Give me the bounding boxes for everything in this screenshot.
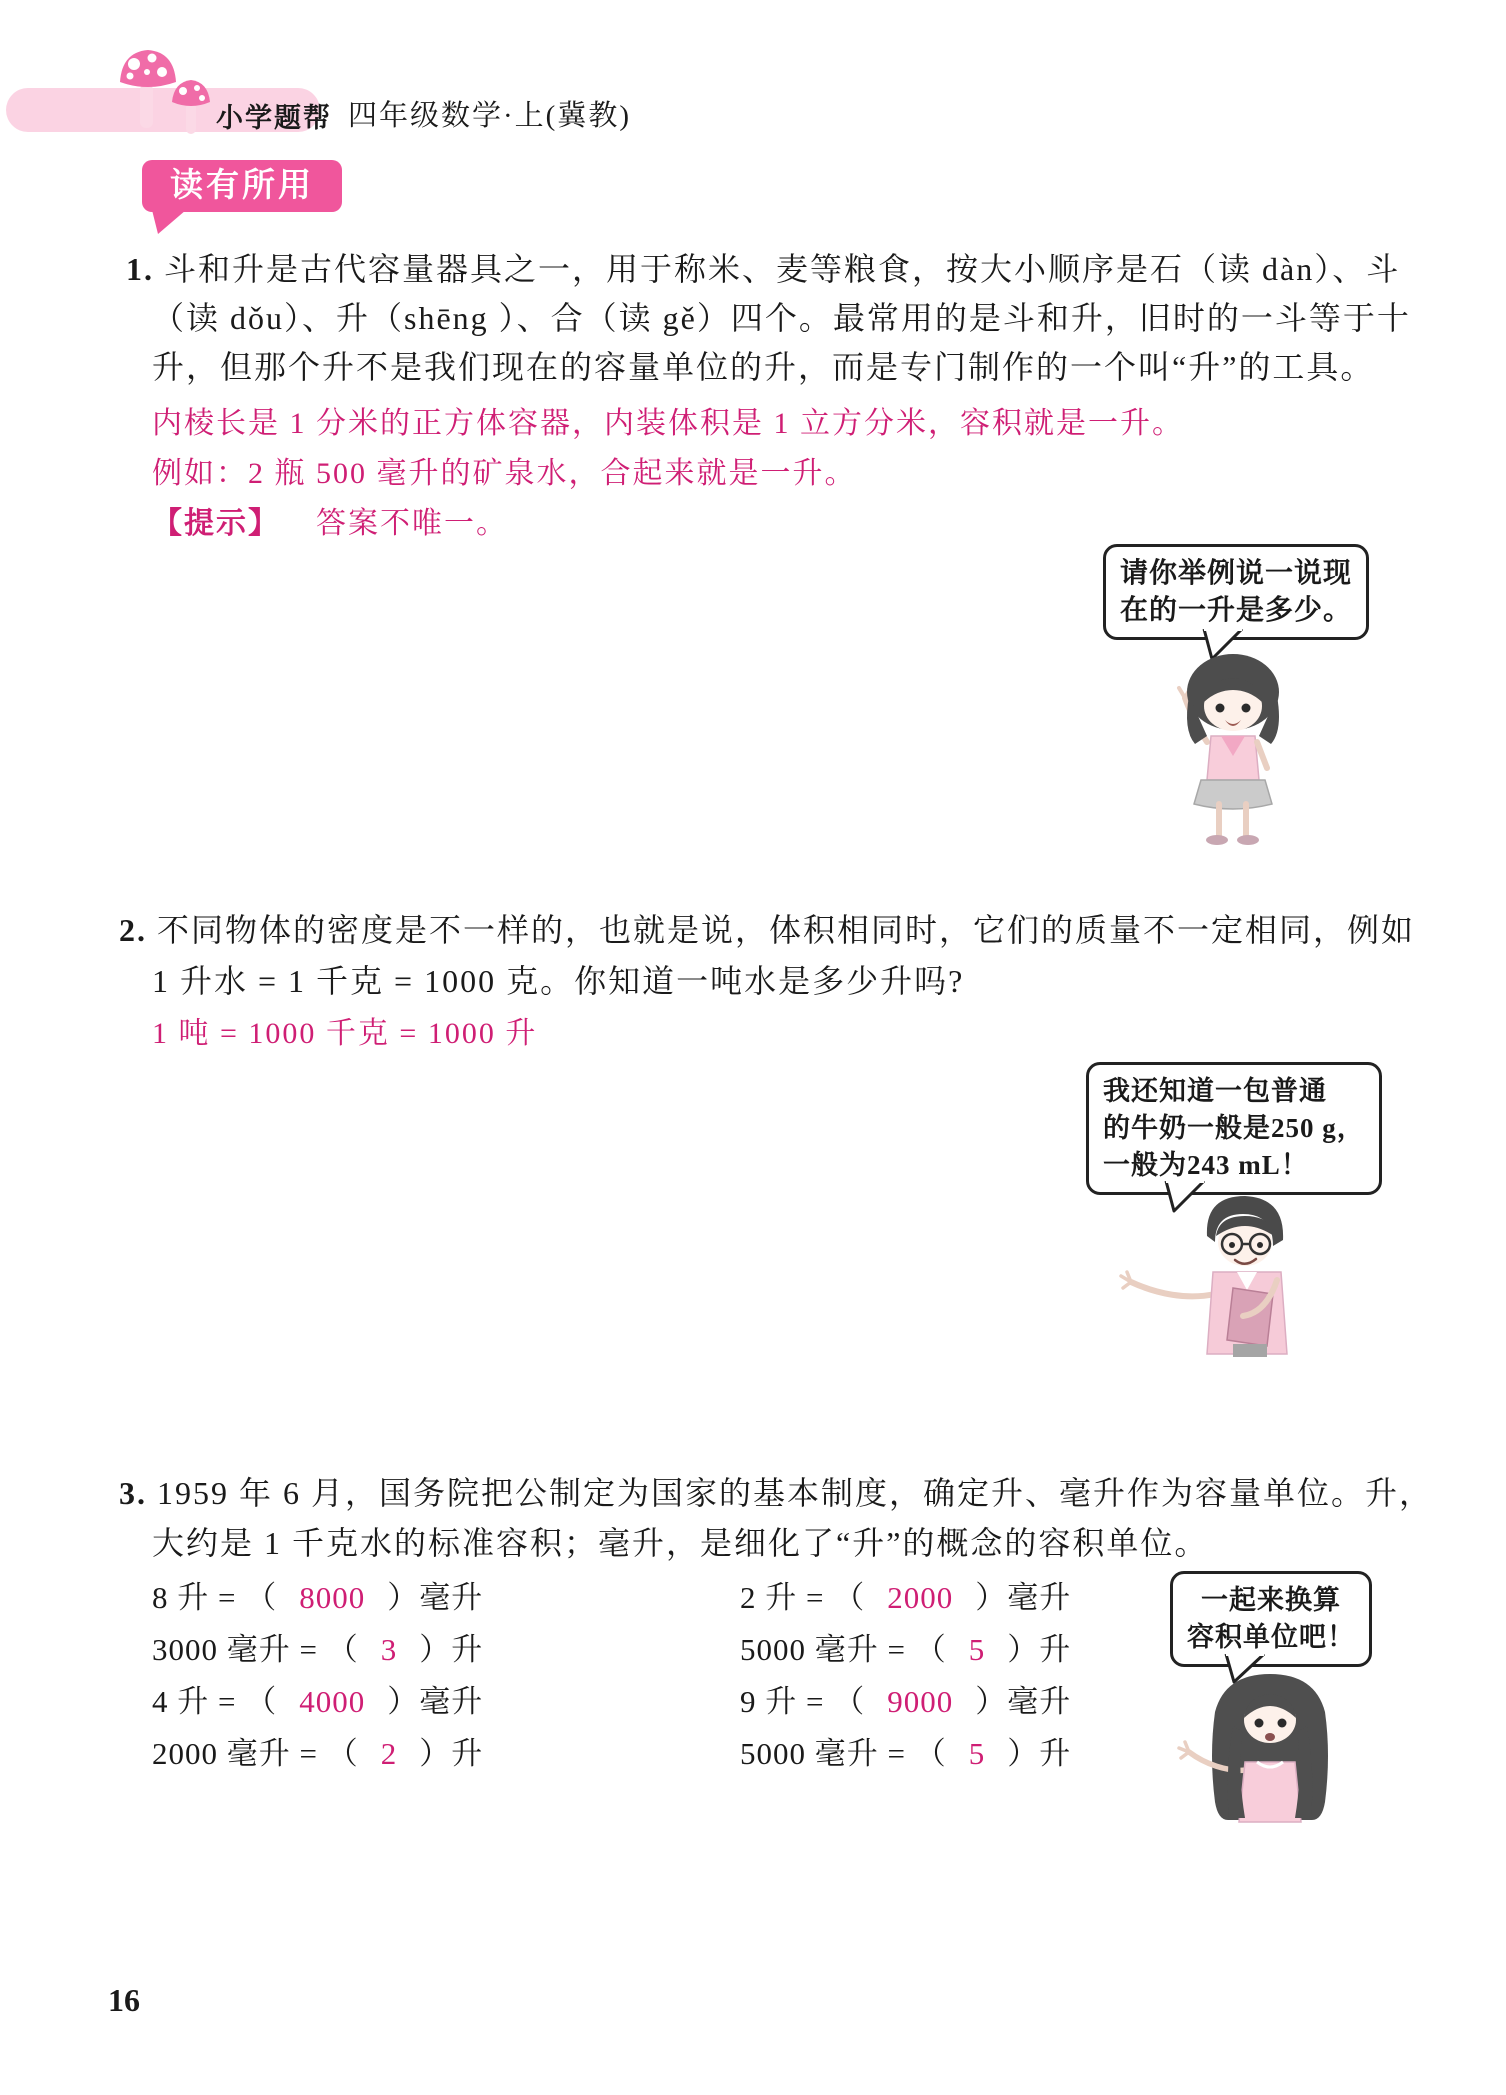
question-3-line: 3. 1959 年 6 月，国务院把公制定为国家的基本制度，确定升、毫升作为容量单位。升，: [119, 1475, 1434, 1511]
question-2-line: 2. 不同物体的密度是不一样的，也就是说，体积相同时，它们的质量不一定相同，例如: [119, 912, 1416, 948]
question-1-line: （读 dǒu）、升（shēng ）、合（读 gě）四个。最常用的是斗和升，旧时的一斗等于十: [152, 300, 1411, 336]
answer-value: 2000: [887, 1580, 954, 1615]
answer-line: 1 吨 = 1000 千克 = 1000 升: [152, 1017, 538, 1050]
speech-bubble-2: [1086, 1062, 1382, 1195]
bubble-line: 我还知道一包普通: [1103, 1076, 1327, 1106]
bubble-line: 一起来换算: [1201, 1585, 1341, 1615]
answer-value: 3: [380, 1632, 398, 1667]
conversion-row: 9 升 = （ 9000 ）毫升: [740, 1684, 1072, 1719]
speech-bubble-1: [1103, 544, 1369, 640]
girl-character-icon: [1145, 652, 1320, 852]
bubble-line: 容积单位吧！: [1187, 1622, 1355, 1652]
answer-value: 9000: [887, 1684, 954, 1719]
bubble-line: 的牛奶一般是250 g，: [1103, 1113, 1365, 1143]
conversion-row: 5000 毫升 = （ 5 ）升: [740, 1632, 1072, 1667]
answer-value: 4000: [299, 1684, 366, 1719]
question-number: 2.: [119, 912, 147, 948]
conversion-row: 5000 毫升 = （ 5 ）升: [740, 1736, 1072, 1771]
conversion-row: 8 升 = （ 8000 ）毫升: [152, 1580, 484, 1615]
question-number: 3.: [119, 1475, 147, 1511]
page-header-title: 四年级数学·上(冀教): [348, 100, 631, 132]
hint-line: [152, 498, 508, 542]
question-3-line: 大约是 1 千克水的标准容积；毫升，是细化了“升”的概念的容积单位。: [152, 1525, 1209, 1561]
answer-value: 5: [968, 1632, 986, 1667]
page-number: 16: [108, 1982, 140, 2018]
hint-label: 【提示】: [152, 507, 280, 540]
question-1-line: 升，但那个升不是我们现在的容量单位的升，而是专门制作的一个叫“升”的工具。: [152, 349, 1375, 385]
conversion-row: 3000 毫升 = （ 3 ）升: [152, 1632, 484, 1667]
answer-value: 8000: [299, 1580, 366, 1615]
answer-value: 5: [968, 1736, 986, 1771]
answer-value: 2: [380, 1736, 398, 1771]
speech-bubble-3: [1170, 1571, 1372, 1667]
badge-tail: [150, 210, 190, 241]
conversion-row: 2 升 = （ 2000 ）毫升: [740, 1580, 1072, 1615]
boy-character-icon: [1115, 1192, 1335, 1362]
bubble-line: 一般为243 mL！: [1103, 1150, 1309, 1180]
girl-long-hair-character-icon: [1175, 1670, 1365, 1850]
mushroom-icon: [112, 44, 224, 144]
conversion-row: 4 升 = （ 4000 ）毫升: [152, 1684, 484, 1719]
question-2-line: 1 升水 = 1 千克 = 1000 克。你知道一吨水是多少升吗?: [152, 963, 965, 999]
question-1-line: 1. 斗和升是古代容量器具之一，用于称米、麦等粮食，按大小顺序是石（读 dàn）、斗: [126, 251, 1401, 287]
answer-line: 内棱长是 1 分米的正方体容器，内装体积是 1 立方分米，容积就是一升。: [152, 407, 1184, 440]
answer-line: 例如：2 瓶 500 毫升的矿泉水，合起来就是一升。: [152, 457, 857, 490]
bubble-line: 在的一升是多少。: [1120, 595, 1353, 626]
bubble-line: 请你举例说一说现: [1120, 558, 1353, 589]
conversion-row: 2000 毫升 = （ 2 ）升: [152, 1736, 484, 1771]
hint-text: 答案不唯一。: [316, 507, 508, 540]
question-number: 1.: [126, 251, 154, 287]
section-badge: 读有所用: [142, 160, 342, 212]
brand-label: 小学题帮: [216, 103, 332, 133]
